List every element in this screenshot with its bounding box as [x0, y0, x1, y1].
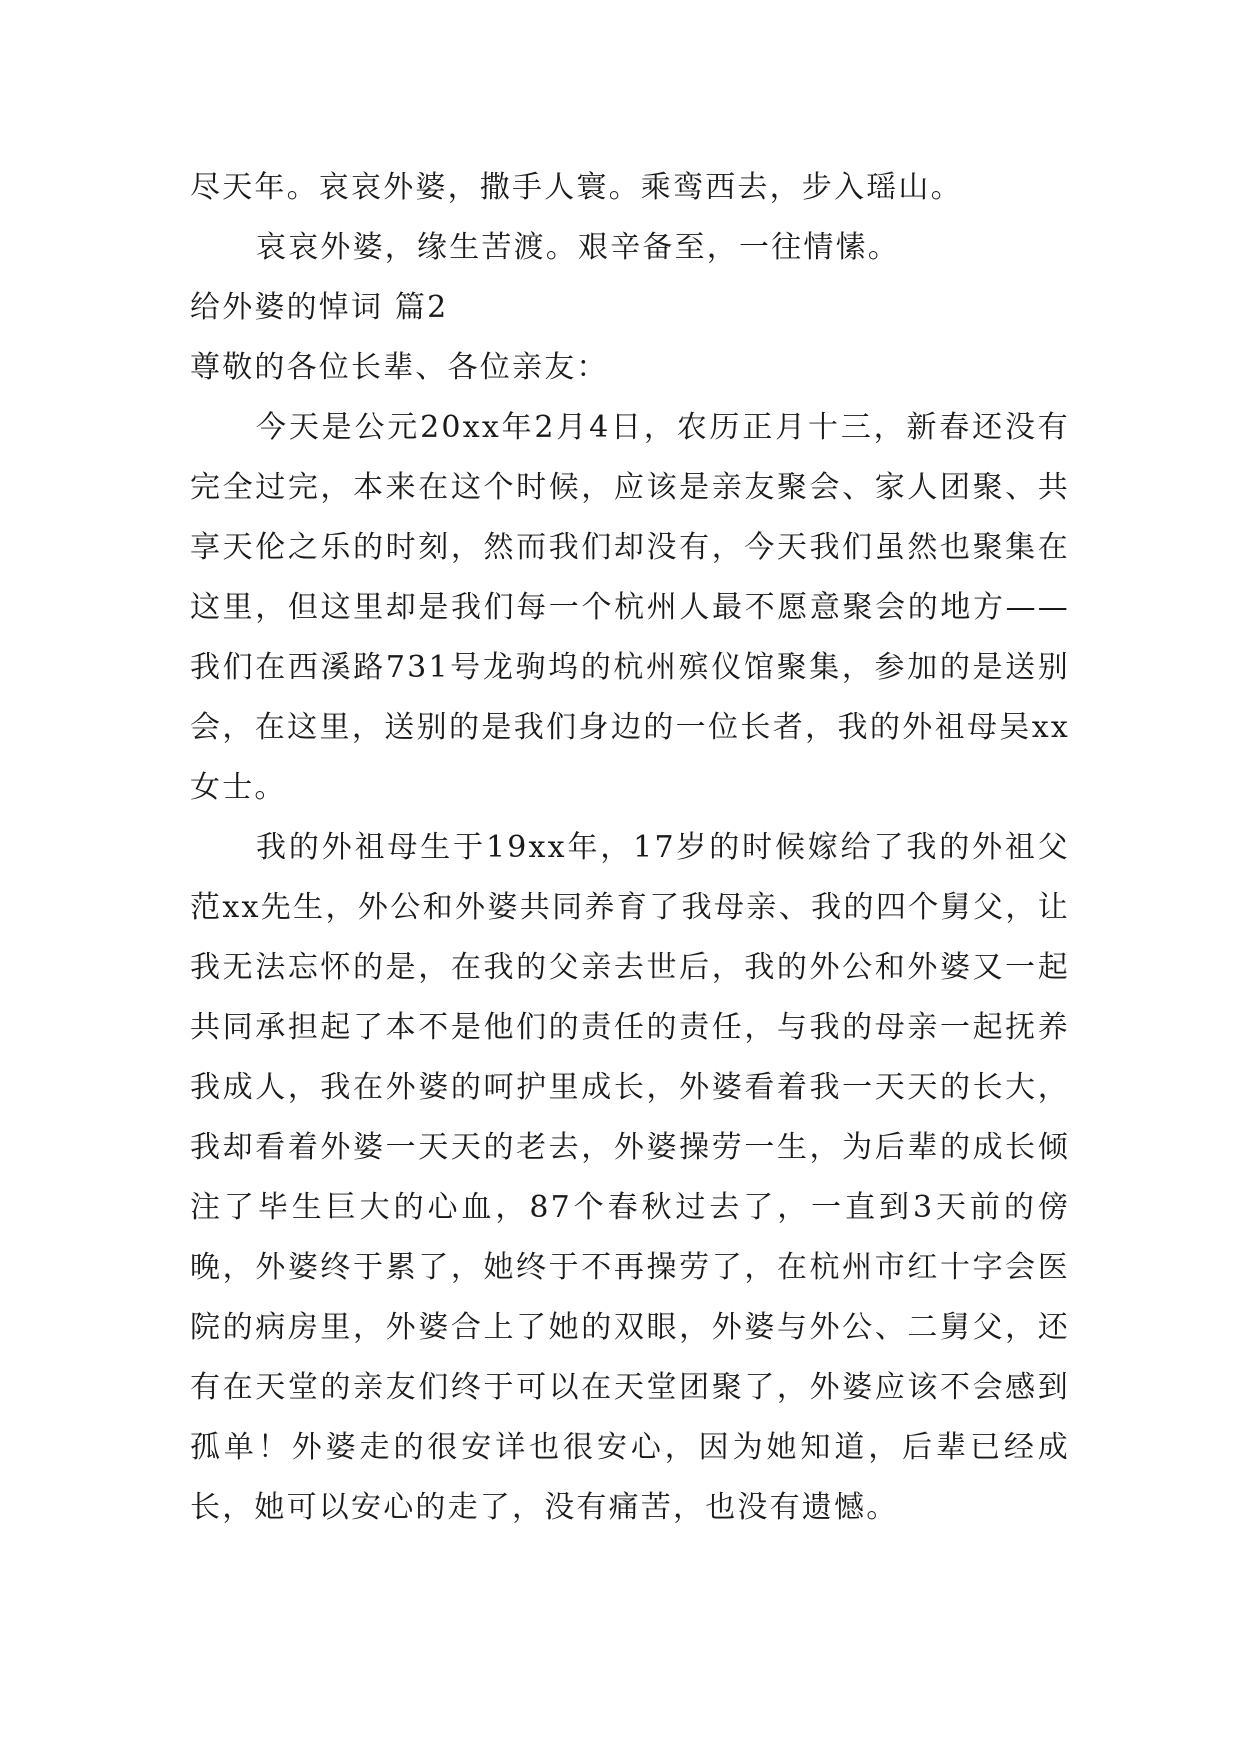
section-heading: 给外婆的悼词 篇2 — [190, 290, 449, 325]
document-body — [190, 158, 1070, 1538]
paragraph-verse-end: 尽天年。哀哀外婆，撒手人寰。乘鸾西去，步入瑶山。 — [190, 170, 963, 205]
paragraph-body-2: 我的外祖母生于19xx年，17岁的时候嫁给了我的外祖父范xx先生，外公和外婆共同养育了我母亲、我的四个舅父，让我无法忘怀的是，在我的父亲去世后，我的外公和外婆又一起共同承担起了本不是他们的责任的责任，与我的母亲一起抚养我成人，我在外婆的呵护里成长，外婆看着我一天天的长大，我却看着外婆一天天的老去，外婆操劳一生，为后辈的成长倾注了毕生巨大的心血，87个春秋过去了，一直到3天前的傍晚，外婆终于累了，她终于不再操劳了，在杭州市红十字会医院的病房里，外婆合上了她的双眼，外婆与外公、二舅父，还有在天堂的亲友们终于可以在天堂团聚了，外婆应该不会感到孤单！外婆走的很安详也很安心，因为她知道，后辈已经成长，她可以安心的走了，没有痛苦，也没有遗憾。 — [190, 830, 1070, 1525]
paragraph-verse-line: 哀哀外婆，缘生苦渡。艰辛备至，一往情愫。 — [256, 230, 900, 265]
salutation: 尊敬的各位长辈、各位亲友： — [190, 350, 609, 385]
paragraph-body-1: 今天是公元20xx年2月4日，农历正月十三，新春还没有完全过完，本来在这个时候，应该是亲友聚会、家人团聚、共享天伦之乐的时刻，然而我们却没有，今天我们虽然也聚集在这里，但这里却是我们每一个杭州人最不愿意聚会的地方——我们在西溪路731号龙驹坞的杭州殡仪馆聚集，参加的是送别会，在这里，送别的是我们身边的一位长者，我的外祖母吴xx女士。 — [190, 410, 1070, 805]
